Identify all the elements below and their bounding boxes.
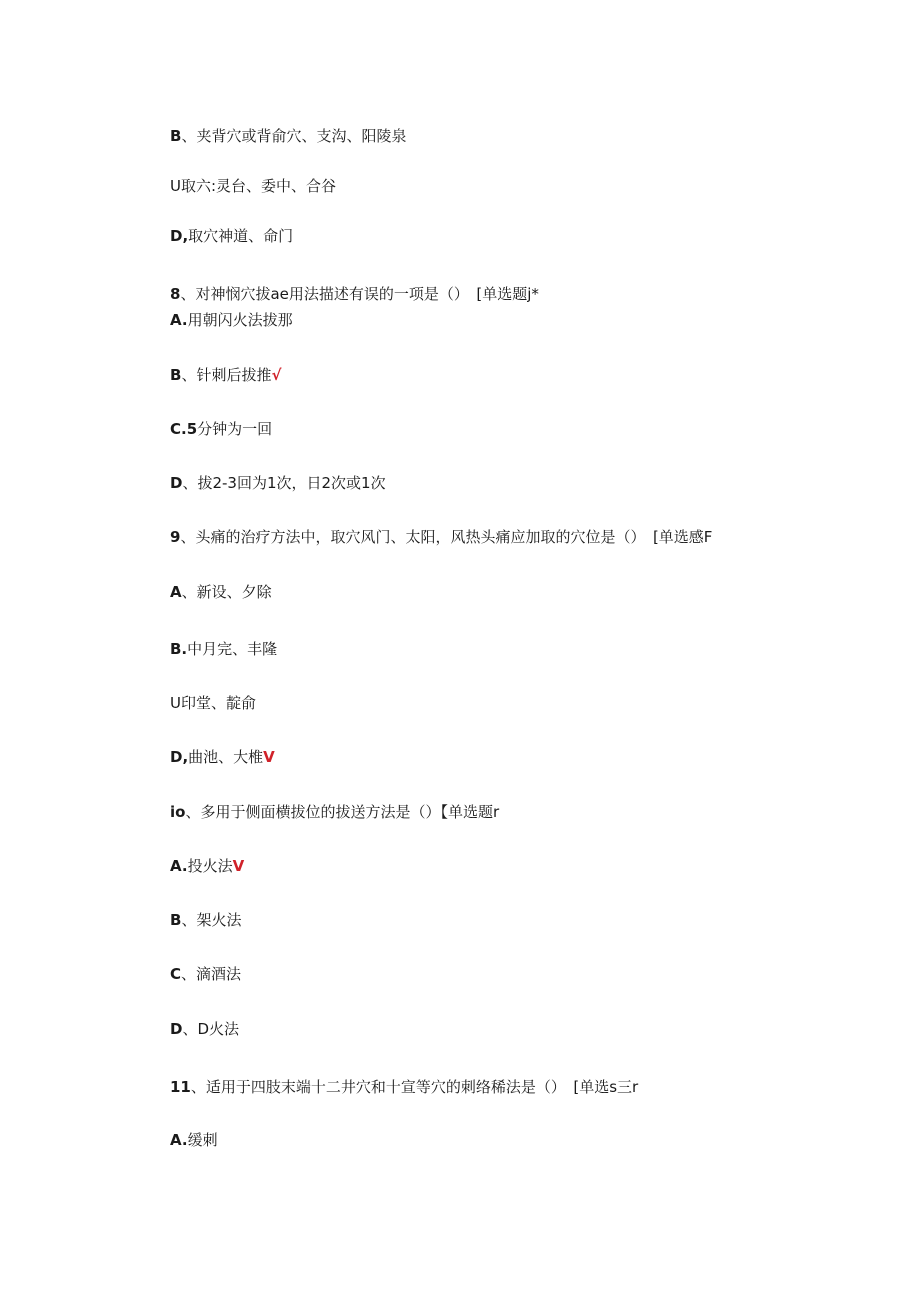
option-text: 缓刺: [187, 1131, 218, 1149]
option-text: 曲池、大椎: [188, 748, 264, 766]
question-text: 、多用于侧面横拔位的拔送方法是（）【单选题r: [185, 803, 500, 821]
option-prefix: B: [170, 127, 182, 145]
question-text: 、对神悯穴拔ae用法描述有误的一项是（） [单选题j*: [180, 285, 539, 303]
option-prefix: C: [170, 965, 182, 983]
option-line: [170, 473, 386, 493]
option-prefix: D: [170, 1020, 183, 1038]
option-prefix: A: [170, 583, 182, 601]
option-text: 中月完、丰隆: [187, 640, 278, 658]
option-prefix: B: [170, 366, 182, 384]
option-line: [170, 365, 281, 385]
option-prefix: A.: [170, 311, 188, 329]
question-line: [170, 284, 539, 304]
question-line: [170, 1077, 638, 1097]
option-line: [170, 582, 272, 602]
option-prefix: B: [170, 911, 182, 929]
option-line: [170, 226, 293, 246]
option-prefix: D: [170, 474, 183, 492]
option-text: 、针刺后拔推: [181, 366, 272, 384]
answer-check-mark: V: [232, 857, 245, 875]
option-line: [170, 747, 275, 767]
question-text: 、头痛的治疗方法中，取穴风门、太阳，风热头痛应加取的穴位是（） [单选感F: [180, 528, 713, 546]
question-line: [170, 527, 712, 547]
option-text: U印堂、靛俞: [170, 694, 256, 712]
option-text: U取六:灵台、委中、合谷: [170, 177, 337, 195]
question-number: io: [170, 803, 186, 821]
option-text: 、新设、夕除: [181, 583, 272, 601]
option-prefix: A.: [170, 857, 188, 875]
option-line: [170, 639, 277, 659]
option-line: [170, 176, 336, 196]
option-text: 、夹背穴或背俞穴、支沟、阳陵泉: [181, 127, 407, 145]
option-line: [170, 856, 244, 876]
option-line: [170, 126, 406, 146]
question-number: 9: [170, 528, 181, 546]
option-text: 、架火法: [181, 911, 242, 929]
option-text: 分钟为一回: [197, 420, 273, 438]
option-text: 、滴酒法: [181, 965, 242, 983]
option-prefix: D,: [170, 748, 189, 766]
option-prefix: B.: [170, 640, 188, 658]
option-line: [170, 1130, 218, 1150]
answer-check-mark: √: [271, 366, 282, 384]
answer-check-mark: V: [263, 748, 275, 766]
option-line: [170, 310, 293, 330]
option-text: 、拔2-3回为1次，日2次或1次: [182, 474, 386, 492]
option-text: 取穴神道、命门: [188, 227, 294, 245]
question-line: [170, 802, 499, 822]
question-number: 8: [170, 285, 181, 303]
option-line: [170, 693, 256, 713]
option-line: [170, 964, 241, 984]
question-text: 、适用于四肢末端十二井穴和十宣等穴的刺络稀法是（） [单选s三r: [190, 1078, 639, 1096]
option-text: 投火法: [187, 857, 233, 875]
question-number: 11: [170, 1078, 191, 1096]
option-prefix: D,: [170, 227, 189, 245]
option-line: [170, 1019, 239, 1039]
option-text: 用朝闪火法拔那: [187, 311, 293, 329]
option-line: [170, 419, 272, 439]
option-text: 、D火法: [182, 1020, 240, 1038]
option-line: [170, 910, 241, 930]
option-prefix: C.5: [170, 420, 198, 438]
option-prefix: A.: [170, 1131, 188, 1149]
